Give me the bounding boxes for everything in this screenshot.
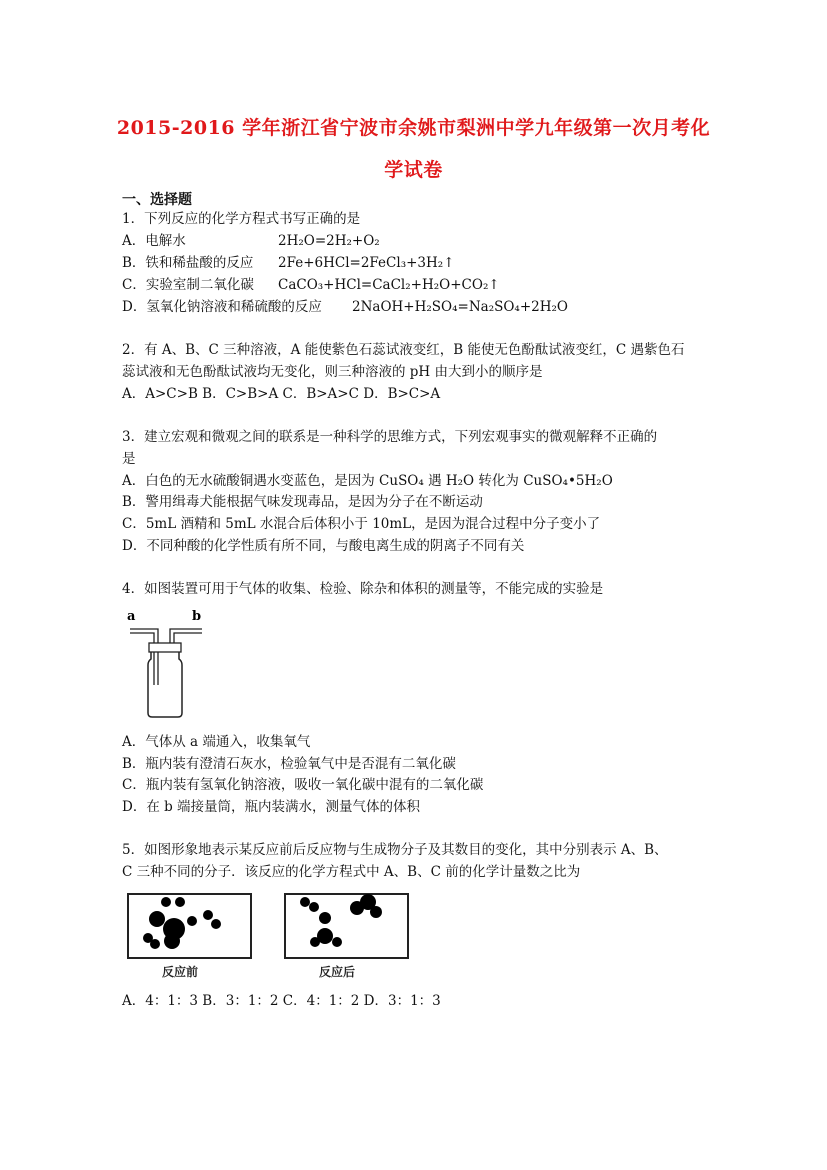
gas-bottle-figure bbox=[120, 605, 220, 721]
q2-stem-line1: 2．有 A、B、C 三种溶液，A 能使紫色石蕊试液变红，B 能使无色酚酞试液变红，C 遇紫色石 bbox=[122, 342, 685, 358]
q2-options: A．A>C>B B．C>B>A C．B>A>C D．B>C>A bbox=[122, 386, 441, 402]
q3-stem-line2: 是 bbox=[122, 451, 136, 467]
q1-option-b bbox=[122, 254, 455, 272]
q3-option-a: A．白色的无水硫酸铜遇水变蓝色，是因为 CuSO₄ 遇 H₂O 转化为 CuSO₄•5H₂O bbox=[122, 473, 613, 489]
q1-option-a-equation: 2H₂O=2H₂+O₂ bbox=[278, 233, 380, 249]
page-title-line1: 2015-2016 学年浙江省宁波市余姚市梨洲中学九年级第一次月考化 bbox=[116, 117, 711, 139]
q5-options: A．4：1：3 B．3：1：2 C．4：1：2 D．3：1：3 bbox=[122, 993, 441, 1009]
after-label: 反应后 bbox=[319, 965, 356, 979]
figure-label-a: a bbox=[127, 609, 136, 624]
q3-stem-line1: 3．建立宏观和微观之间的联系是一种科学的思维方式，下列宏观事实的微观解释不正确的 bbox=[122, 429, 658, 445]
q1-option-d-text: D．氢氧化钠溶液和稀硫酸的反应 bbox=[122, 299, 322, 315]
q1-option-b-text: B．铁和稀盐酸的反应 bbox=[122, 255, 254, 271]
q5-stem-line2: C 三种不同的分子．该反应的化学方程式中 A、B、C 前的化学计量数之比为 bbox=[122, 864, 581, 880]
q1-option-c-equation: CaCO₃+HCl=CaCl₂+H₂O+CO₂↑ bbox=[278, 277, 500, 293]
q5-stem-line1: 5．如图形象地表示某反应前后反应物与生成物分子及其数目的变化，其中分别表示 A、B、 bbox=[122, 842, 668, 858]
reaction-after-figure bbox=[281, 888, 413, 980]
q1-option-c bbox=[122, 276, 500, 294]
q1-option-a-text: A．电解水 bbox=[122, 233, 186, 249]
q1-option-b-equation: 2Fe+6HCl=2FeCl₃+3H₂↑ bbox=[278, 255, 455, 271]
before-label: 反应前 bbox=[162, 965, 199, 979]
figure-label-b: b bbox=[192, 609, 202, 624]
q2-stem-line2: 蕊试液和无色酚酞试液均无变化，则三种溶液的 pH 由大到小的顺序是 bbox=[122, 364, 543, 380]
q1-option-d-equation: 2NaOH+H₂SO₄=Na₂SO₄+2H₂O bbox=[352, 299, 568, 315]
q1-option-d bbox=[122, 298, 568, 316]
q3-option-c: C．5mL 酒精和 5mL 水混合后体积小于 10mL，是因为混合过程中分子变小了 bbox=[122, 516, 601, 532]
q1-option-c-text: C．实验室制二氧化碳 bbox=[122, 277, 254, 293]
q4-option-c: C．瓶内装有氢氧化钠溶液，吸收一氧化碳中混有的二氧化碳 bbox=[122, 777, 484, 793]
q4-option-d: D．在 b 端接量筒，瓶内装满水，测量气体的体积 bbox=[122, 799, 421, 815]
q4-option-b: B．瓶内装有澄清石灰水，检验氧气中是否混有二氧化碳 bbox=[122, 756, 456, 772]
q1-option-a bbox=[122, 232, 380, 250]
q1-stem: 1．下列反应的化学方程式书写正确的是 bbox=[122, 211, 361, 227]
section-title: 一、选择题 bbox=[122, 192, 192, 208]
reaction-before-figure bbox=[124, 888, 256, 980]
page-title-line2: 学试卷 bbox=[384, 159, 443, 181]
q3-option-d: D．不同种酸的化学性质有所不同，与酸电离生成的阴离子不同有关 bbox=[122, 538, 525, 554]
q4-stem: 4．如图装置可用于气体的收集、检验、除杂和体积的测量等，不能完成的实验是 bbox=[122, 581, 604, 597]
q4-option-a: A．气体从 a 端通入，收集氧气 bbox=[122, 734, 311, 750]
q3-option-b: B．警用缉毒犬能根据气味发现毒品，是因为分子在不断运动 bbox=[122, 494, 483, 510]
